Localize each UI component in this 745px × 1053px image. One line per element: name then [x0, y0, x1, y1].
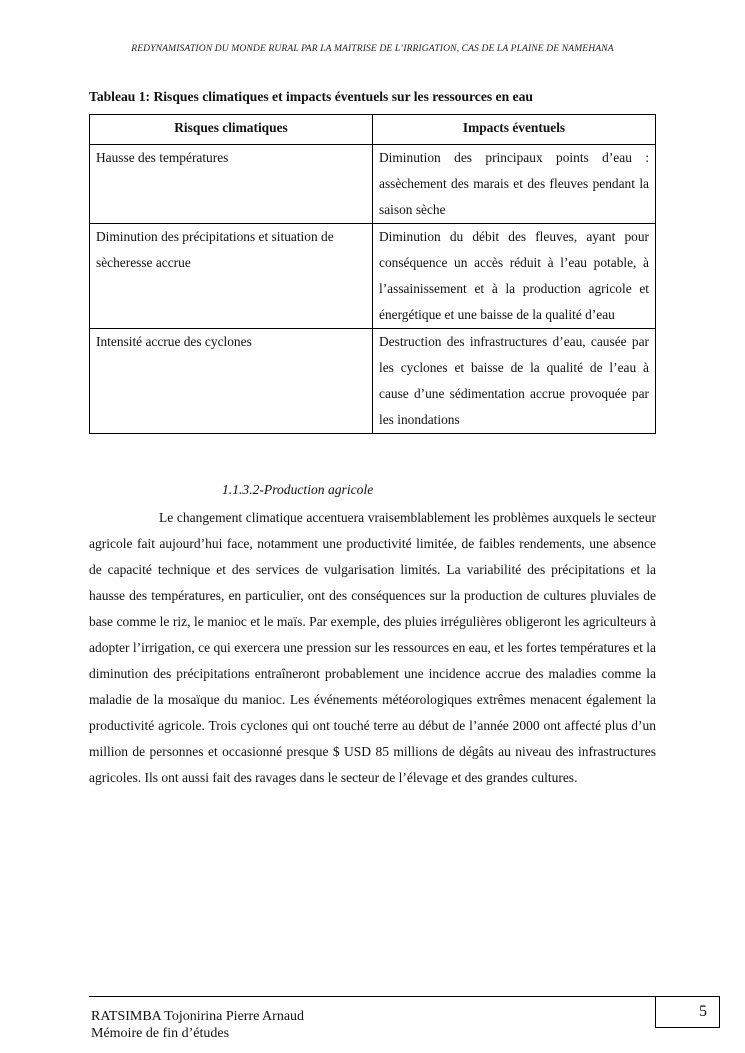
- footer-divider: [89, 996, 655, 997]
- table-row: [90, 145, 656, 224]
- table-cell-impact: Diminution du débit des fleuves, ayant pour conséquence un accès réduit à l’eau potable, à l’assainissement et à la production agricole et énergétique et une baisse de la qualité d’eau: [373, 224, 656, 329]
- table-header-row: [90, 115, 656, 145]
- risk-impact-table: [89, 114, 656, 434]
- table-cell-impact: Diminution des principaux points d’eau : assèchement des marais et des fleuves pendant la saison sèche: [373, 145, 656, 224]
- body-paragraph: Le changement climatique accentuera vraisemblablement les problèmes auxquels le secteur agricole fait aujourd’hui face, notamment une productivité limitée, de faibles rendements, une absence de capacité technique et des services de vulgarisation limités. La variabilité des précipitations et la hausse des températures, en particulier, ont des conséquences sur la production de cultures pluviales de base comme le riz, le manioc et le maïs. Par exemple, des pluies irrégulières obligeront les agriculteurs à adopter l’irrigation, ce qui exercera une pression sur les ressources en eau, et les fortes températures et la diminution des précipitations entraîneront probablement une incidence accrue des maladies comme la maladie de la mosaïque du manioc. Les événements météorologiques extrêmes menacent également la productivité agricole. Trois cyclones qui ont touché terre au début de l’année 2000 ont affecté plus d’un million de personnes et occasionné presque $ USD 85 millions de dégâts au niveau des infrastructures agricoles. Ils ont aussi fait des ravages dans le secteur de l’élevage et des grandes cultures.: [89, 510, 656, 785]
- footer-document-type: Mémoire de fin d’études: [91, 1026, 230, 1041]
- running-header: REDYNAMISATION DU MONDE RURAL PAR LA MAITRISE DE L’IRRIGATION, CAS DE LA PLAINE DE NAMEHANA: [131, 43, 614, 54]
- footer-author-name: RATSIMBA Tojonirina Pierre Arnaud: [91, 1009, 305, 1024]
- column-header-impacts: Impacts éventuels: [373, 115, 656, 145]
- table-row: [90, 224, 656, 329]
- table-cell-risk: Intensité accrue des cyclones: [90, 329, 373, 434]
- table-cell-risk: Diminution des précipitations et situation de sècheresse accrue: [90, 224, 373, 329]
- footer-author-block: [91, 1008, 304, 1042]
- section-heading: 1.1.3.2-Production agricole: [222, 482, 374, 497]
- table-cell-risk: Hausse des températures: [90, 145, 373, 224]
- table-row: [90, 329, 656, 434]
- table-cell-impact: Destruction des infrastructures d’eau, causée par les cyclones et baisse de la qualité de l’eau à cause d’une sédimentation accrue provoquée par les inondations: [373, 329, 656, 434]
- column-header-risks: Risques climatiques: [90, 115, 373, 145]
- page-number: 5: [655, 996, 720, 1028]
- table-caption: Tableau 1: Risques climatiques et impacts éventuels sur les ressources en eau: [89, 89, 533, 104]
